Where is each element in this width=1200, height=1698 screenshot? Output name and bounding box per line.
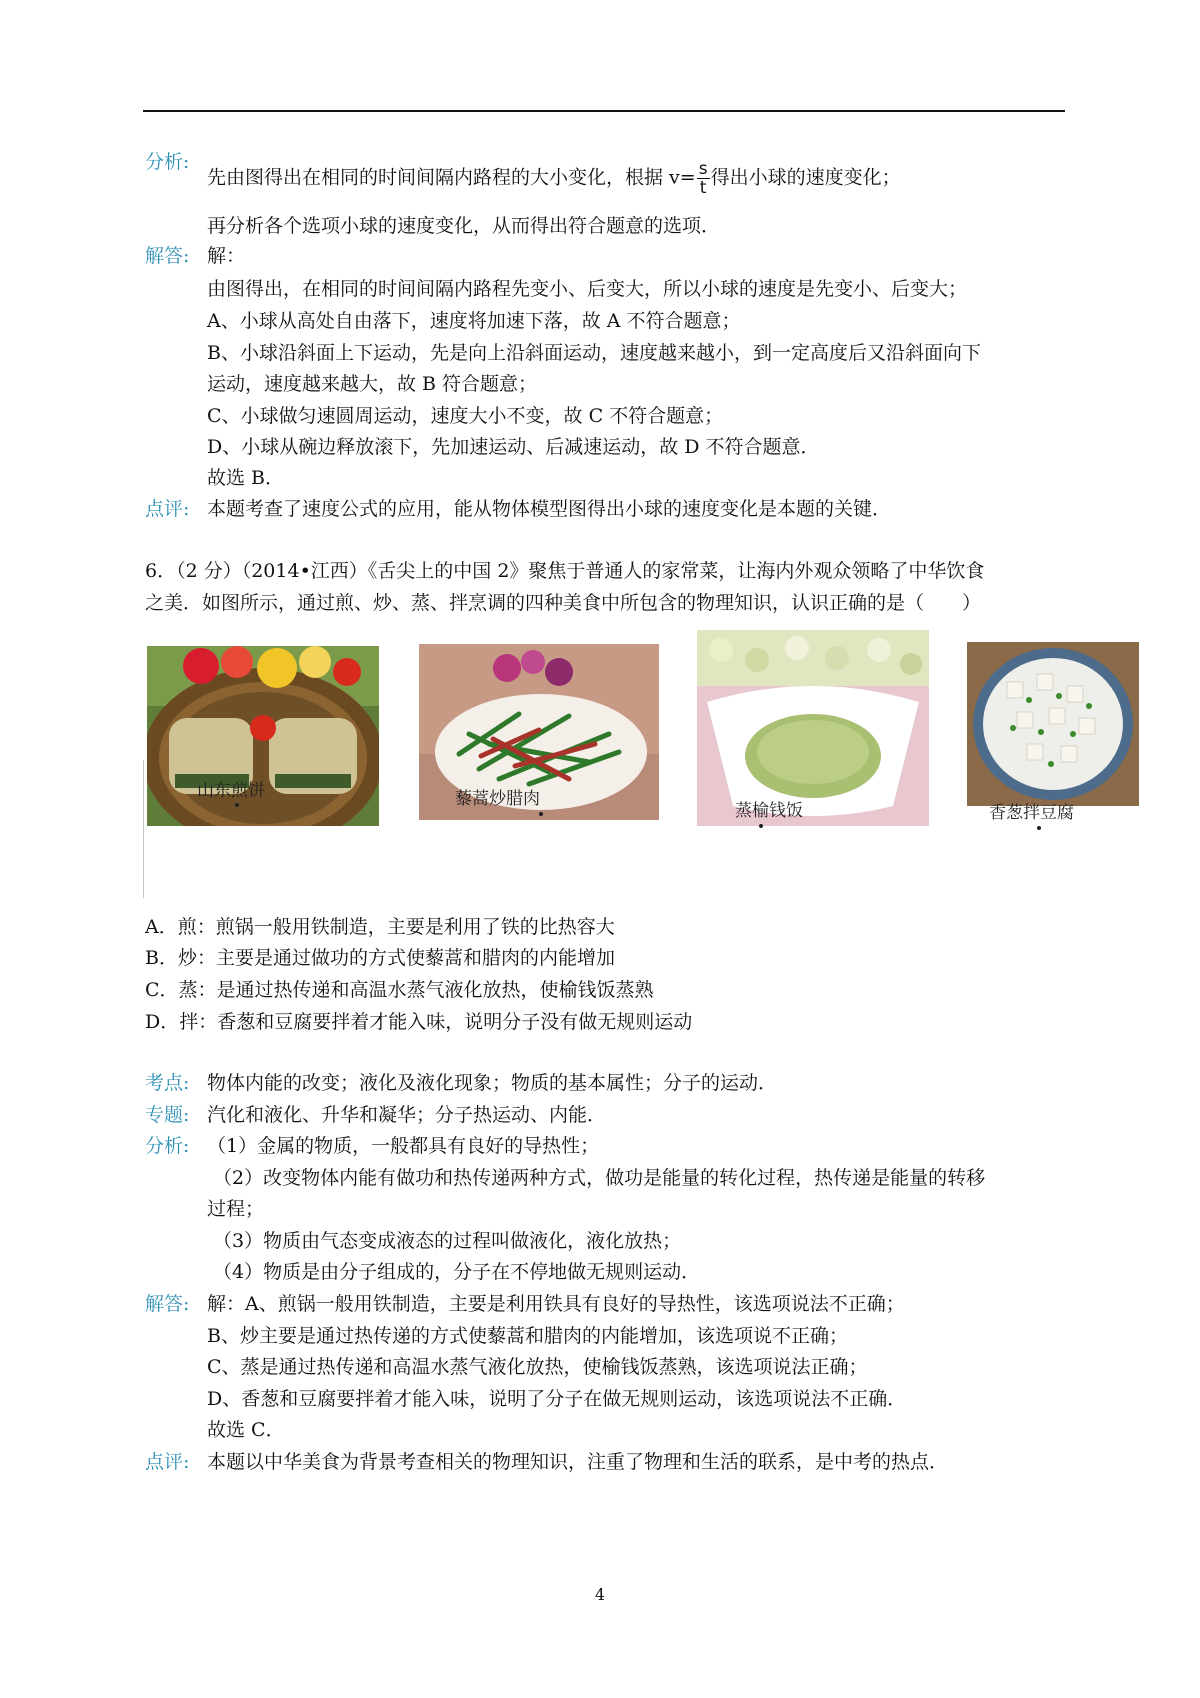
q6-answer-line: D、香葱和豆腐要拌着才能入味，说明了分子在做无规则运动，该选项说法不正确． <box>207 1388 907 1410</box>
q5-answer-line: A、小球从高处自由落下，速度将加速下落，故 A 不符合题意； <box>207 310 741 332</box>
q5-answer-label: 解答: <box>145 245 190 267</box>
caption-louhao-chao-larou: 藜蒿炒腊肉 <box>455 789 540 809</box>
q6-stem-line-2: 之美．如图所示，通过煎、炒、蒸、拌烹调的四种美食中所包含的物理知识，认识正确的是（ ） <box>145 592 982 614</box>
q6-comment: 本题以中华美食为背景考查相关的物理知识，注重了物理和生活的联系，是中考的热点． <box>207 1451 949 1473</box>
q6-analysis-line: （4）物质是由分子组成的，分子在不停地做无规则运动． <box>213 1261 701 1283</box>
q5-answer-line: C、小球做匀速圆周运动，速度大小不变，故 C 不符合题意； <box>207 405 724 427</box>
q5-analysis-label: 分析: <box>145 151 190 173</box>
q6-answer-line: 解：A、煎锅一般用铁制造，主要是利用铁具有良好的导热性，该选项说法不正确； <box>207 1293 905 1315</box>
q6-answer-line: C、蒸是通过热传递和高温水蒸气液化放热，使榆钱饭蒸熟，该选项说法正确； <box>207 1356 868 1378</box>
q6-answer-label: 解答: <box>145 1293 190 1315</box>
photo-xiangcong-ban-doufu <box>967 642 1139 806</box>
q6-kaodian: 物体内能的改变；液化及液化现象；物质的基本属性；分子的运动． <box>207 1072 778 1094</box>
q6-option-d: D．拌：香葱和豆腐要拌着才能入味，说明分子没有做无规则运动 <box>145 1011 693 1033</box>
q5-analysis-line-2: 再分析各个选项小球的速度变化，从而得出符合题意的选项． <box>207 215 721 237</box>
q5-analysis-text-b: 得出小球的速度变化； <box>710 166 901 189</box>
q6-analysis-line: （1）金属的物质，一般都具有良好的导热性； <box>207 1135 600 1157</box>
header-rule <box>143 110 1065 112</box>
fraction-denominator: t <box>699 178 707 198</box>
q6-analysis-line: （3）物质由气态变成液态的过程叫做液化，液化放热； <box>213 1230 682 1252</box>
q6-analysis-line: 过程； <box>207 1198 265 1220</box>
q6-answer-line: 故选 C． <box>207 1419 285 1441</box>
q5-answer-intro: 解： <box>207 245 246 267</box>
food-photo-strip <box>143 626 1143 898</box>
q5-answer-line: 故选 B． <box>207 467 285 489</box>
caption-shandong-jianbing: 山东煎饼 <box>197 781 265 801</box>
q6-analysis-line: （2）改变物体内能有做功和热传递两种方式，做功是能量的转化过程，热传递是能量的转移 <box>213 1167 986 1189</box>
q6-answer-line: B、炒主要是通过热传递的方式使藜蒿和腊肉的内能增加，该选项说不正确； <box>207 1325 848 1347</box>
q5-answer-line: B、小球沿斜面上下运动，先是向上沿斜面运动，速度越来越小，到一定高度后又沿斜面向下 <box>207 342 981 364</box>
q6-option-b: B．炒：主要是通过做功的方式使藜蒿和腊肉的内能增加 <box>145 947 615 969</box>
q6-zhuanti-label: 专题: <box>145 1104 190 1126</box>
q6-zhuanti: 汽化和液化、升华和凝华；分子热运动、内能． <box>207 1104 607 1126</box>
q5-answer-line: 由图得出，在相同的时间间隔内路程先变小、后变大，所以小球的速度是先变小、后变大； <box>207 278 968 300</box>
caption-zheng-yuqian-fan: 蒸榆钱饭 <box>735 801 803 821</box>
caption-dot <box>539 812 543 816</box>
q5-comment: 本题考查了速度公式的应用，能从物体模型图得出小球的速度变化是本题的关键． <box>207 498 892 520</box>
fraction-numerator: s <box>698 159 708 179</box>
caption-dot <box>1037 826 1041 830</box>
q5-answer-line: D、小球从碗边释放滚下，先加速运动、后减速运动，故 D 不符合题意． <box>207 436 820 458</box>
caption-dot <box>759 824 763 828</box>
q6-analysis-label: 分析: <box>145 1135 190 1157</box>
q6-comment-label: 点评: <box>145 1451 190 1473</box>
q6-stem-line-1: 6．（2 分）（2014•江西）《舌尖上的中国 2》聚焦于普通人的家常菜，让海内外观众领略了中华饮食 <box>145 560 985 582</box>
q5-answer-line: 运动，速度越来越大，故 B 符合题意； <box>207 373 538 395</box>
q6-option-a: A．煎：煎锅一般用铁制造，主要是利用了铁的比热容大 <box>145 916 615 938</box>
q5-comment-label: 点评: <box>145 498 190 520</box>
caption-xiangcong-ban-doufu: 香葱拌豆腐 <box>989 803 1074 823</box>
speed-fraction <box>697 160 710 197</box>
q6-kaodian-label: 考点: <box>145 1072 190 1094</box>
q5-analysis-text-a: 先由图得出在相同的时间间隔内路程的大小变化，根据 v= <box>207 166 696 189</box>
page-number: 4 <box>594 1585 606 1604</box>
q5-analysis-line-1 <box>207 160 901 197</box>
photo-zheng-yuqian-fan <box>697 630 929 826</box>
caption-dot <box>235 803 239 807</box>
q6-option-c: C．蒸：是通过热传递和高温水蒸气液化放热，使榆钱饭蒸熟 <box>145 979 654 1001</box>
